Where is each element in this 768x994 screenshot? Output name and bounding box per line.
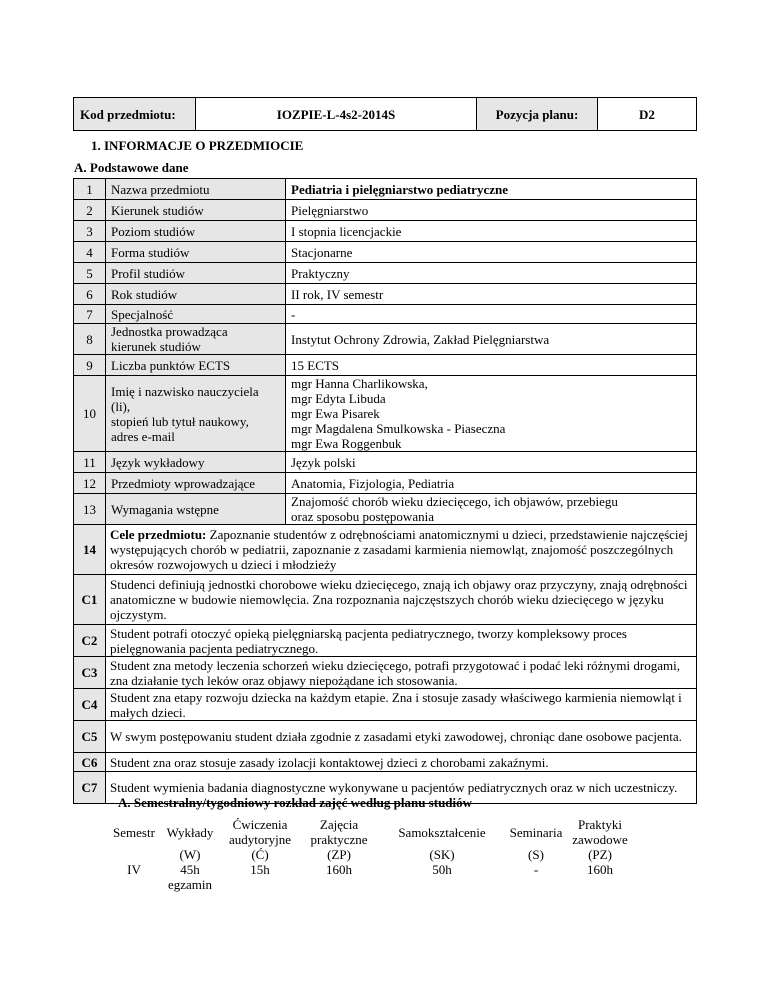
row-value: Instytut Ochrony Zdrowia, Zakład Pielęgniarstwa (286, 324, 697, 355)
row-label: Liczba punktów ECTS (106, 355, 286, 376)
goal-row (74, 721, 697, 753)
basic-row (74, 494, 697, 525)
schedule-header: Praktyki zawodowe (572, 817, 628, 847)
row-label: Specjalność (106, 305, 286, 324)
goal-text: Student zna metody leczenia schorzeń wieku dziecięcego, potrafi przygotować i podać leki różnymi drogami, zna działanie tych leków oraz objawy niepożądane ich stosowania. (106, 657, 697, 689)
goal-code: C2 (74, 625, 106, 657)
row-number: 8 (74, 324, 106, 355)
header-table (73, 97, 697, 131)
subsection-title: A. Podstawowe dane (74, 160, 189, 175)
goal-code: C1 (74, 575, 106, 625)
row-value: mgr Hanna Charlikowska, mgr Edyta Libuda mgr Ewa Pisarek mgr Magdalena Smulkowska - Piaseczna mgr Ewa Roggenbuk (286, 376, 697, 452)
basic-row (74, 473, 697, 494)
goal-row (74, 753, 697, 772)
row-label: Imię i nazwisko nauczyciela (li), stopień lub tytuł naukowy, adres e-mail (106, 376, 286, 452)
goals-cell (106, 525, 697, 575)
schedule-code: (SK) (429, 847, 455, 862)
row-value: Język polski (286, 452, 697, 473)
row-number: 3 (74, 221, 106, 242)
code-value: IOZPIE-L-4s2-2014S (196, 98, 477, 131)
row-value: II rok, IV semestr (286, 284, 697, 305)
row-value: - (286, 305, 697, 324)
schedule-value: 15h (250, 862, 270, 877)
row-value: Znajomość chorób wieku dziecięcego, ich objawów, przebiegu oraz sposobu postępowania (286, 494, 697, 525)
goal-text: Student zna etapy rozwoju dziecka na każdym etapie. Zna i stosuje zasady właściwego karmienia niemowląt i małych dzieci. (106, 689, 697, 721)
schedule-title: A. Semestralny/tygodniowy rozkład zajęć według planu studiów (118, 795, 473, 810)
row-number: 5 (74, 263, 106, 284)
basic-row (74, 284, 697, 305)
row-number: 1 (74, 179, 106, 200)
row-number: 9 (74, 355, 106, 376)
goal-row (74, 625, 697, 657)
schedule-code (108, 847, 160, 862)
goals-lead: Cele przedmiotu: (110, 527, 207, 542)
plan-label: Pozycja planu: (477, 98, 598, 131)
basic-row (74, 452, 697, 473)
schedule-header: Ćwiczenia audytoryjne (228, 817, 292, 847)
row-number: 4 (74, 242, 106, 263)
basic-row (74, 221, 697, 242)
goal-code: C5 (74, 721, 106, 753)
basic-row (74, 376, 697, 452)
basic-row (74, 242, 697, 263)
plan-value: D2 (598, 98, 697, 131)
goal-row (74, 575, 697, 625)
basic-row (74, 263, 697, 284)
goals-row (74, 525, 697, 575)
row-label: Jednostka prowadząca kierunek studiów (106, 324, 286, 355)
row-value: 15 ECTS (286, 355, 697, 376)
schedule-value: 160h (326, 862, 352, 877)
goal-text: Studenci definiują jednostki chorobowe wieku dziecięcego, znają ich objawy oraz przyczyny, znają odrębności anatomiczne w budowie niemowlęcia. Zna rozpoznania najczęstszych chorób wieku dziecięcego w języku ojczystym. (106, 575, 697, 625)
basic-row (74, 305, 697, 324)
row-label: Wymagania wstępne (106, 494, 286, 525)
row-label: Nazwa przedmiotu (106, 179, 286, 200)
row-label: Forma studiów (106, 242, 286, 263)
row-number: 13 (74, 494, 106, 525)
basic-data-table (73, 178, 697, 804)
section-title: 1. INFORMACJE O PRZEDMIOCIE (91, 138, 304, 153)
schedule-value: - (533, 862, 539, 877)
row-value: Anatomia, Fizjologia, Pediatria (286, 473, 697, 494)
row-number: 10 (74, 376, 106, 452)
goal-row (74, 689, 697, 721)
schedule-header: Wykłady (166, 824, 214, 840)
schedule-table (108, 817, 634, 892)
schedule-code: (S) (528, 847, 544, 862)
goal-code: C7 (74, 772, 106, 804)
code-label: Kod przedmiotu: (74, 98, 196, 131)
row-number: 6 (74, 284, 106, 305)
goal-code: C6 (74, 753, 106, 772)
row-label: Rok studiów (106, 284, 286, 305)
row-number: 14 (74, 525, 106, 575)
basic-row (74, 200, 697, 221)
goal-code: C3 (74, 657, 106, 689)
row-label: Poziom studiów (106, 221, 286, 242)
goals-text: Zapoznanie studentów z odrębnościami anatomicznymi u dzieci, przedstawienie najczęściej występujących chorób w pediatrii, zapoznanie z zasadami karmienia niemowląt, znajomość poszczególnych okresów rozwojowych u dzieci i młodzieży (110, 527, 688, 572)
schedule-header: Zajęcia praktyczne (310, 817, 368, 847)
schedule-header: Samokształcenie (398, 824, 486, 840)
goal-row (74, 657, 697, 689)
goal-text: Student potrafi otoczyć opieką pielęgniarską pacjenta pediatrycznego, tworzy kompleksowy proces pielęgnowania pacjenta pediatrycznego. (106, 625, 697, 657)
basic-row (74, 355, 697, 376)
schedule-code: (ZP) (327, 847, 351, 862)
basic-row (74, 179, 697, 200)
row-value: Pediatria i pielęgniarstwo pediatryczne (286, 179, 697, 200)
schedule-header: Seminaria (509, 824, 563, 840)
row-value: Praktyczny (286, 263, 697, 284)
row-value: I stopnia licencjackie (286, 221, 697, 242)
row-label: Język wykładowy (106, 452, 286, 473)
row-value: Pielęgniarstwo (286, 200, 697, 221)
goal-text: W swym postępowaniu student działa zgodnie z zasadami etyki zawodowej, chroniąc dane osobowe pacjenta. (106, 721, 697, 753)
basic-row (74, 324, 697, 355)
row-label: Profil studiów (106, 263, 286, 284)
goal-text: Student wymienia badania diagnostyczne wykonywane u pacjentów pediatrycznych oraz w nich uczestniczy. (106, 772, 697, 804)
schedule-code: (Ć) (251, 847, 269, 862)
schedule-code: (PZ) (588, 847, 612, 862)
row-number: 2 (74, 200, 106, 221)
schedule-value: 160h (587, 862, 613, 877)
goal-code: C4 (74, 689, 106, 721)
row-number: 12 (74, 473, 106, 494)
row-label: Przedmioty wprowadzające (106, 473, 286, 494)
row-number: 11 (74, 452, 106, 473)
goal-text: Student zna oraz stosuje zasady izolacji kontaktowej dzieci z chorobami zakaźnymi. (106, 753, 697, 772)
row-number: 7 (74, 305, 106, 324)
row-label: Kierunek studiów (106, 200, 286, 221)
schedule-header: Semestr (113, 824, 155, 840)
schedule-code: (W) (179, 847, 201, 862)
schedule-value: IV (127, 862, 141, 877)
schedule-value: 50h (432, 862, 452, 877)
row-value: Stacjonarne (286, 242, 697, 263)
schedule-value: 45h egzamin (167, 862, 213, 892)
